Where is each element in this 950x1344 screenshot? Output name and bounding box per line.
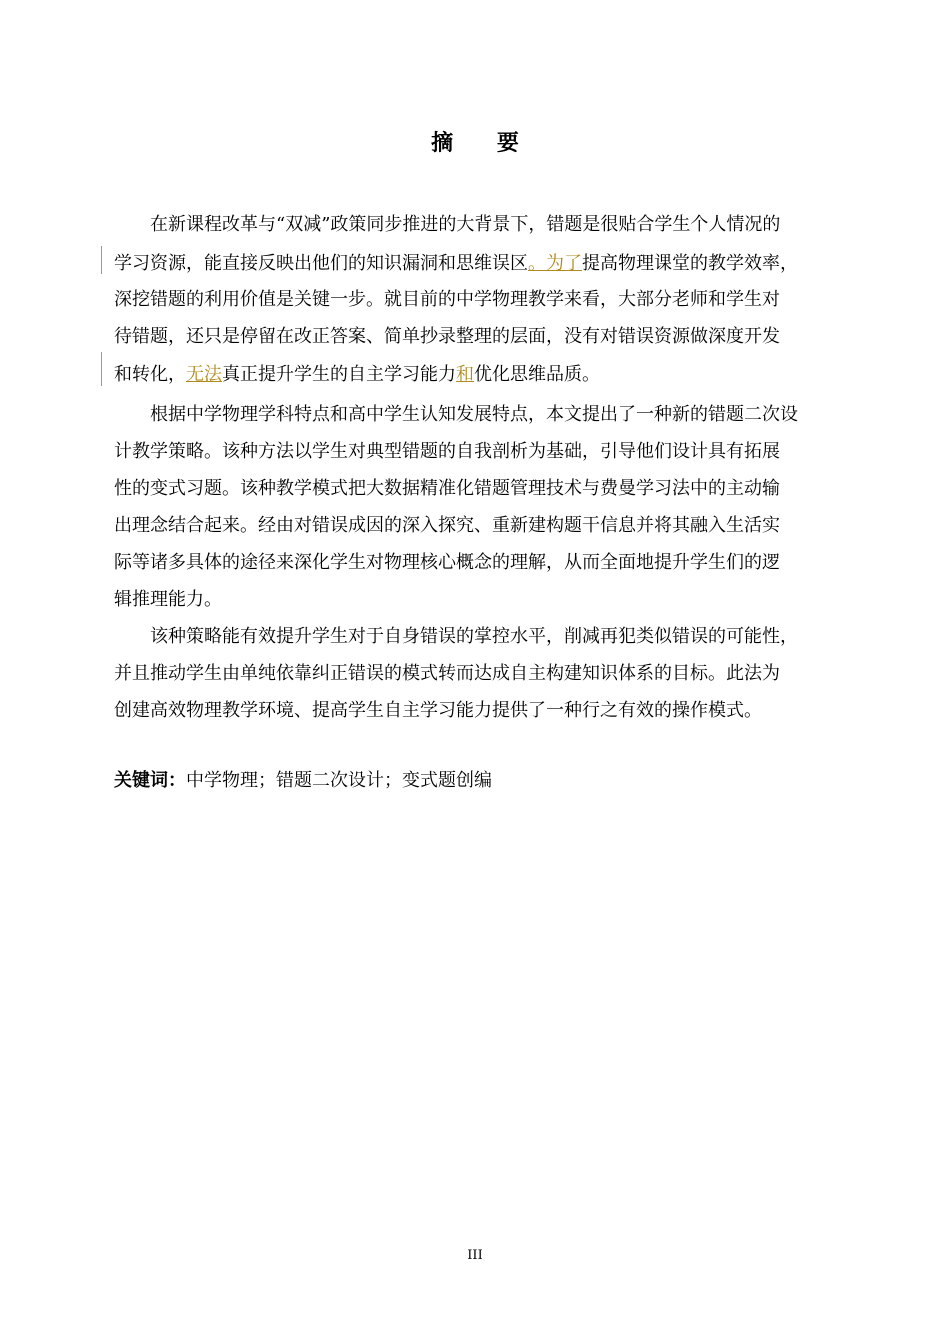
para1-line1: 在新课程改革与“双减”政策同步推进的大背景下，错题是很贴合学生个人情况的 <box>150 214 781 235</box>
para1-line5 <box>114 362 854 388</box>
para3-line3: 创建高效物理教学环境、提高学生自主学习能力提供了一种行之有效的操作模式。 <box>114 700 762 721</box>
para1-line5-text: 和转化， <box>114 364 186 385</box>
para1-line2 <box>114 251 854 277</box>
para2-line4: 出理念结合起来。经由对错误成因的深入探究、重新建构题干信息并将其融入生活实 <box>114 515 780 536</box>
para1-line5-text-mid: 真正提升学生的自主学习能力 <box>222 364 456 385</box>
para2-line1: 根据中学物理学科特点和高中学生认知发展特点，本文提出了一种新的错题二次设 <box>150 404 798 425</box>
para1-line2-text: 学习资源，能直接反映出他们的知识漏洞和思维误区 <box>114 253 528 274</box>
para1-line3: 深挖错题的利用价值是关键一步。就目前的中学物理教学来看，大部分老师和学生对 <box>114 289 780 310</box>
tracked-change-text: 无法 <box>186 364 222 385</box>
para1-line4: 待错题，还只是停留在改正答案、简单抄录整理的层面，没有对错误资源做深度开发 <box>114 326 780 347</box>
keywords <box>114 768 854 794</box>
para1-line2-text-end: 提高物理课堂的教学效率， <box>582 253 798 274</box>
page-number: III <box>467 1248 483 1263</box>
para2-line5: 际等诸多具体的途径来深化学生对物理核心概念的理解，从而全面地提升学生们的逻 <box>114 552 780 573</box>
keywords-value: 中学物理；错题二次设计；变式题创编 <box>186 770 492 791</box>
para2-line6: 辑推理能力。 <box>114 589 222 610</box>
tracked-change-text: 和 <box>456 364 474 385</box>
para2-line2: 计教学策略。该种方法以学生对典型错题的自我剖析为基础，引导他们设计具有拓展 <box>114 441 780 462</box>
revision-bar <box>101 246 102 274</box>
revision-bar <box>101 352 102 386</box>
para3-line2: 并且推动学生由单纯依靠纠正错误的模式转而达成自主构建知识体系的目标。此法为 <box>114 663 780 684</box>
tracked-change-text: 。为了 <box>528 253 582 274</box>
keywords-label: 关键词： <box>114 770 186 791</box>
para1-line5-text-end: 优化思维品质。 <box>474 364 600 385</box>
para3-line1: 该种策略能有效提升学生对于自身错误的掌控水平，削减再犯类似错误的可能性， <box>150 626 798 647</box>
para2-line3: 性的变式习题。该种教学模式把大数据精准化错题管理技术与费曼学习法中的主动输 <box>114 478 780 499</box>
page-title: 摘 要 <box>431 130 537 156</box>
